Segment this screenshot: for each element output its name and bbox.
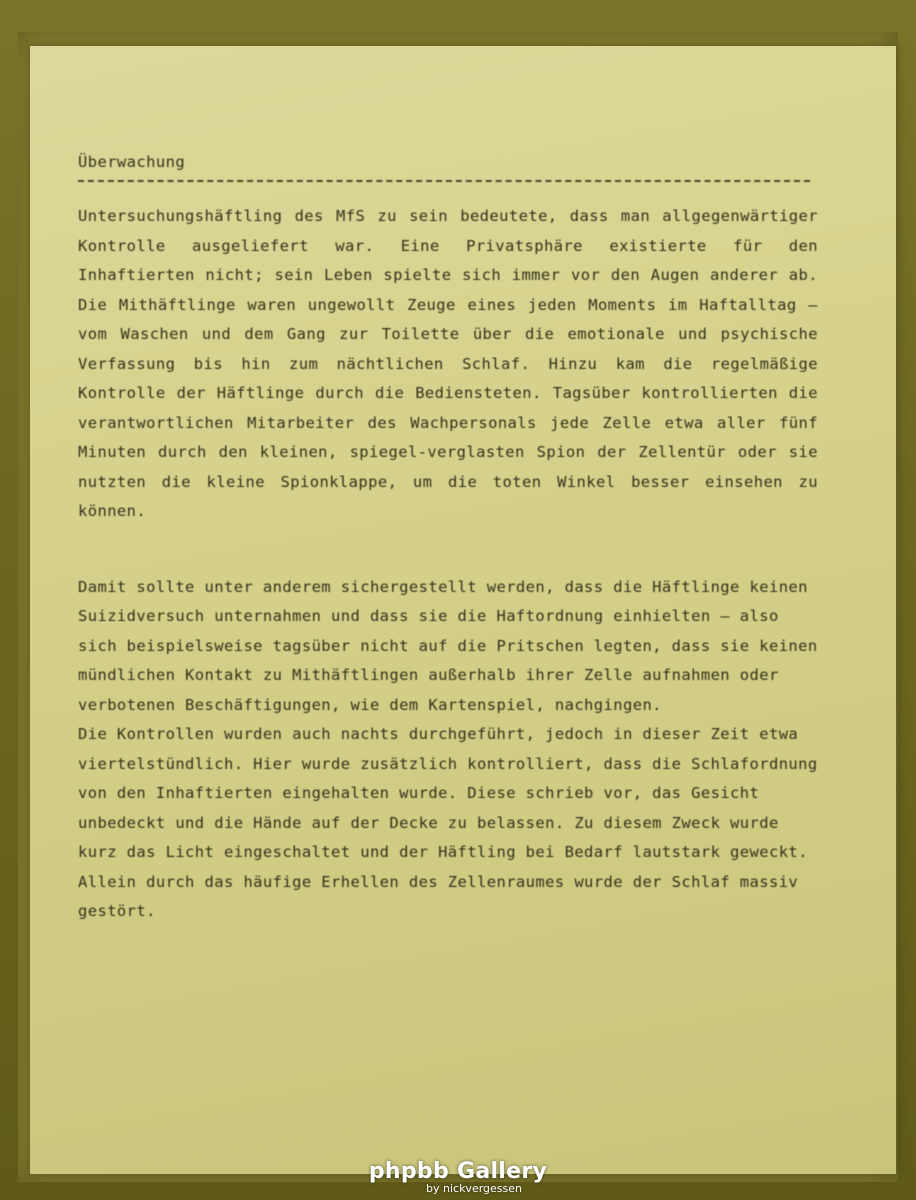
paragraph-1: Untersuchungshäftling des MfS zu sein bedeutete, dass man allgegenwärtiger Kontrolle ausgeliefert war. Eine Privatsphäre existierte für den Inhaftierten nicht; sein Leben spielte sich immer vor den Augen anderer ab. Die Mithäftlinge waren ungewollt Zeuge eines jeden Moments im Haftalltag – vom Waschen und dem Gang zur Toilette über die emotionale und psychische Verfassung bis hin zum nächtlichen Schlaf. Hinzu kam die regelmäßige Kontrolle der Häftlinge durch die Bediensteten. Tagsüber kontrollierten die verantwortlichen Mitarbeiter des Wachpersonals jede Zelle etwa aller fünf Minuten durch den kleinen, spiegel-verglasten Spion der Zellentür oder sie nutzten die kleine Spionklappe, um die toten Winkel besser einsehen zu können.	[78, 207, 818, 520]
watermark-title: phpbb Gallery	[368, 1159, 548, 1184]
paragraph-3: Die Kontrollen wurden auch nachts durchgeführt, jedoch in dieser Zeit etwa viertelstündlich. Hier wurde zusätzlich kontrolliert, dass die Schlafordnung von den Inhaftierten eingehalten wurde. Diese schrieb vor, das Gesicht unbedeckt und die Hände auf der Decke zu belassen. Zu diesem Zweck wurde kurz das Licht eingeschaltet und der Häftling bei Bedarf lautstark geweckt. Allein durch das häufige Erhellen des Zellenraumes wurde der Schlaf massiv gestört.	[78, 725, 818, 920]
watermark-byline: by nickvergessen	[426, 1182, 522, 1195]
document-text	[78, 150, 818, 927]
paragraph-gap	[78, 527, 818, 573]
gallery-watermark	[0, 1158, 916, 1195]
paragraph-2: Damit sollte unter anderem sichergestellt werden, dass die Häftlinge keinen Suizidversuch unternahmen und dass sie die Haftordnung einhielten – also sich beispielsweise tagsüber nicht auf die Pritschen legten, dass sie keinen mündlichen Kontakt zu Mithäftlingen außerhalb ihrer Zelle aufnahmen oder verbotenen Beschäftigungen, wie dem Kartenspiel, nachgingen.	[78, 577, 818, 714]
title-underline	[78, 180, 810, 182]
document-title: Überwachung	[78, 153, 186, 171]
